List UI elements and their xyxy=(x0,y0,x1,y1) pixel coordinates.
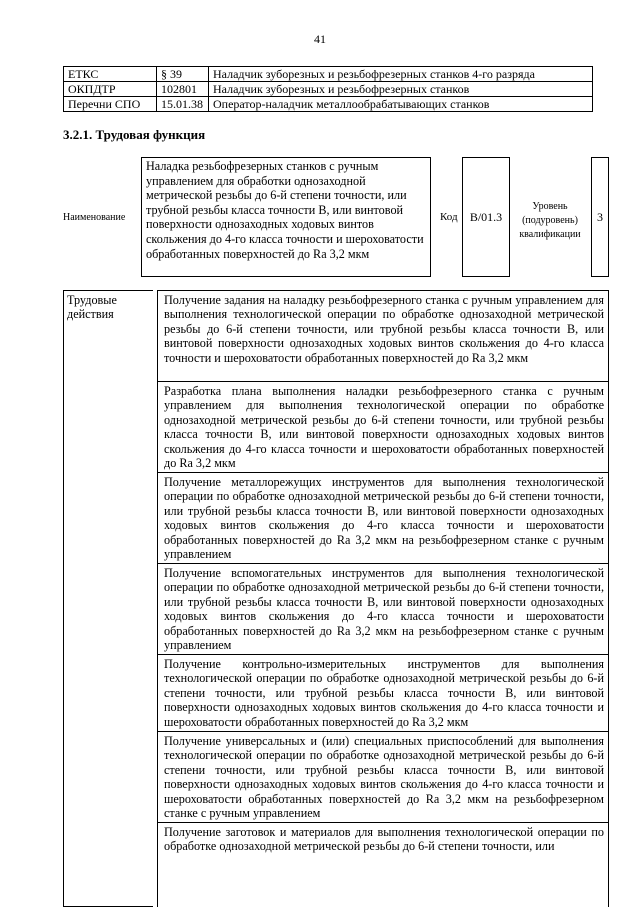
section-title: 3.2.1. Трудовая функция xyxy=(63,127,206,142)
labor-actions-label: Трудовые действия xyxy=(63,290,153,907)
code-type-cell: Перечни СПО xyxy=(64,97,157,112)
name-label: Наименование xyxy=(63,212,126,223)
list-item: Получение универсальных и (или) специальных приспособлений для выполнения технологической операции по обработке однозаходной метрической резьбы до 6-й степени точности, или трубной резьбы класса точности В, или винтовой поверхности однозаходных ходовых винтов скольжения до 4-го класса точности и шероховатости обработанных поверхностей до Ra 3,2 мкм на резьбофрезерном станке с ручным управлением xyxy=(158,732,608,823)
list-item: Получение вспомогательных инструментов для выполнения технологической операции по обработке однозаходной метрической резьбы до 6-й степени точности, или трубной резьбы класса точности В, или винтовой поверхности однозаходных ходовых винтов скольжения до 4-го класса точности и шероховатости обработанных поверхностей до Ra 3,2 мкм на резьбофрезерном станке с ручным управлением xyxy=(158,564,608,655)
code-cell: 15.01.38 xyxy=(157,97,209,112)
labor-function-name: Наладка резьбофрезерных станков с ручным управлением для обработки однозаходной метрической резьбы до 6-й степени точности, или трубной резьбы класса точности В, или винтовой поверхности однозаходных ходовых винтов скольжения до 4-го класса точности и шероховатости обработанных поверхностей до Ra 3,2 мкм xyxy=(141,157,431,277)
code-name-cell: Наладчик зуборезных и резьбофрезерных станков 4-го разряда xyxy=(209,67,593,82)
list-item: Получение задания на наладку резьбофрезерного станка с ручным управлением для выполнения технологической операции по обработке однозаходной метрической резьбы до 6-й степени точности, или трубной резьбы класса точности В, или винтовой поверхности однозаходных ходовых винтов скольжения до 4-го класса точности и шероховатости обработанных поверхностей до Ra 3,2 мкм xyxy=(158,291,608,382)
table-row xyxy=(64,82,593,97)
code-name-cell: Наладчик зуборезных и резьбофрезерных станков xyxy=(209,82,593,97)
labor-actions-list xyxy=(157,290,609,907)
table-row xyxy=(64,97,593,112)
table-row xyxy=(64,67,593,82)
code-name-cell: Оператор-наладчик металлообрабатывающих станков xyxy=(209,97,593,112)
codes-table xyxy=(63,66,593,112)
page-number: 41 xyxy=(314,32,326,46)
code-type-cell: ЕТКС xyxy=(64,67,157,82)
function-code: B/01.3 xyxy=(462,157,510,277)
code-type-cell: ОКПДТР xyxy=(64,82,157,97)
code-cell: § 39 xyxy=(157,67,209,82)
list-item: Получение заготовок и материалов для выполнения технологической операции по обработке однозаходной метрической резьбы до 6-й степени точности, или xyxy=(164,825,604,854)
list-item: Получение металлорежущих инструментов для выполнения технологической операции по обработке однозаходной метрической резьбы до 6-й степени точности, или трубной резьбы класса точности В, или винтовой поверхности однозаходных ходовых винтов скольжения до 4-го класса точности и шероховатости обработанных поверхностей до Ra 3,2 мкм на резьбофрезерном станке с ручным управлением xyxy=(158,473,608,564)
list-item: Получение контрольно-измерительных инструментов для выполнения технологической операции по обработке однозаходной метрической резьбы до 6-й степени точности, или трубной резьбы класса точности В, или винтовой поверхности однозаходных ходовых винтов скольжения до 4-го класса точности и шероховатости обработанных поверхностей до Ra 3,2 мкм xyxy=(158,655,608,732)
qualification-level: 3 xyxy=(591,157,609,277)
code-label: Код xyxy=(440,211,458,223)
qualification-level-label: Уровень (подуровень) квалификации xyxy=(519,201,581,240)
list-item: Разработка плана выполнения наладки резьбофрезерного станка с ручным управлением для выполнения технологической операции по обработке однозаходной метрической резьбы до 6-й степени точности, или трубной резьбы класса точности В, или винтовой поверхности однозаходных ходовых винтов скольжения до 4-го класса точности и шероховатости обработанных поверхностей до Ra 3,2 мкм xyxy=(158,382,608,473)
code-cell: 102801 xyxy=(157,82,209,97)
